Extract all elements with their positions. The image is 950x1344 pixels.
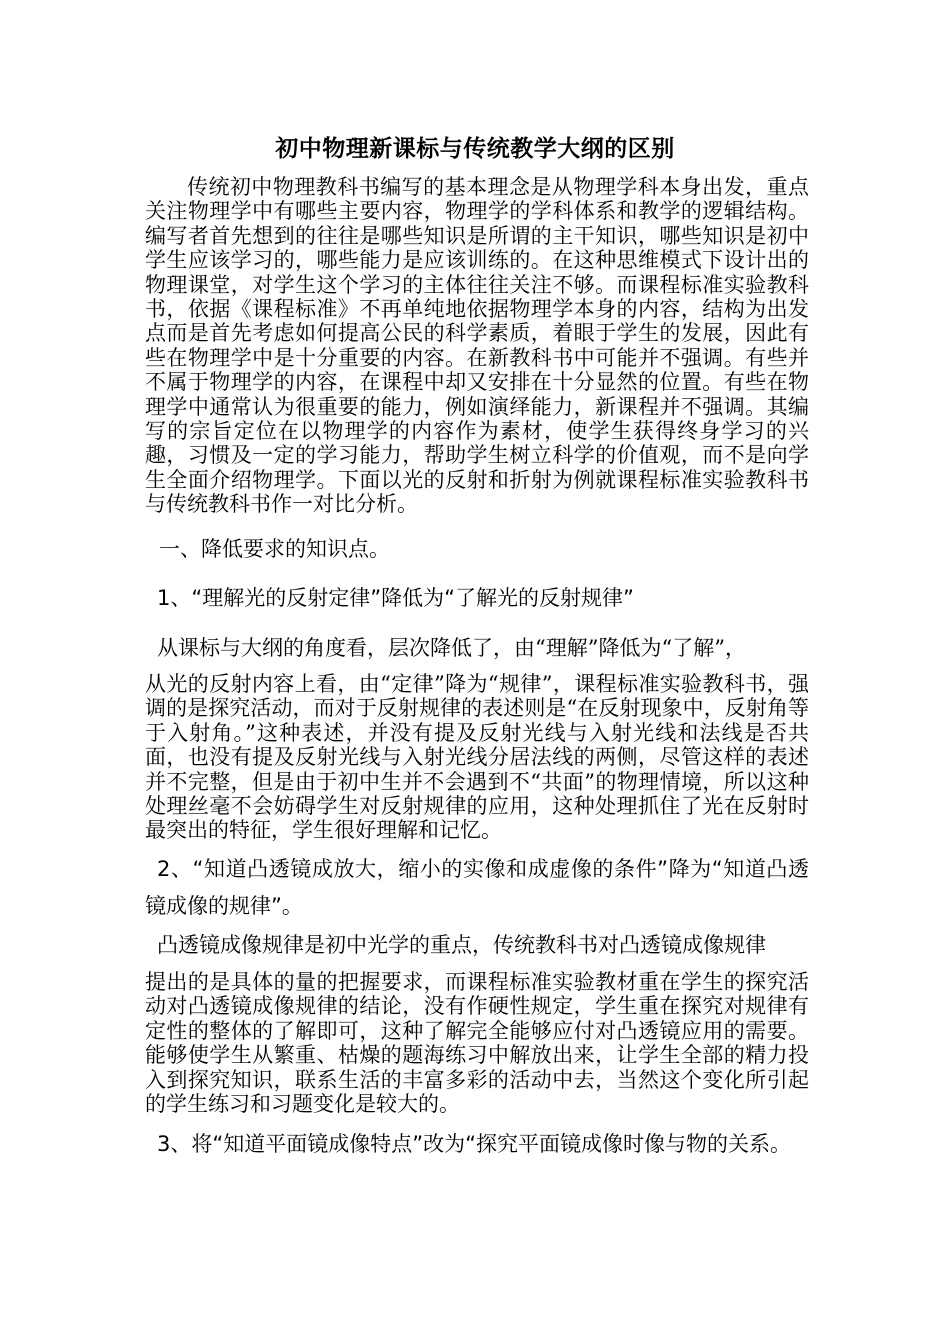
item-2-body: 提出的是具体的量的把握要求，而课程标准实验教材重在学生的探究活动对凸透镜成像规律的结论，没有作硬性规定，学生重在探究对规律有定性的整体的了解即可，这种了解完全能够应付对凸透镜应用的需要。能够使学生从繁重、枯燥的题海练习中解放出来，让学生全部的精力投入到探究知识，联系生活的丰富多彩的活动中去，当然这个变化所引起的学生练习和习题变化是较大的。	[145, 970, 809, 1117]
section-heading-reduced-requirements: 一、降低要求的知识点。	[159, 537, 390, 561]
document-title: 初中物理新课标与传统教学大纲的区别	[275, 135, 675, 162]
item-1-heading: 1、“理解光的反射定律”降低为“了解光的反射规律”	[157, 586, 634, 610]
item-3-heading: 3、将“知道平面镜成像特点”改为“探究平面镜成像时像与物的关系。	[157, 1132, 791, 1156]
item-1-body: 从光的反射内容上看，由“定律”降为“规律”，课程标准实验教科书，强调的是探究活动，而对于反射规律的表述则是“在反射现象中，反射角等于入射角。”这种表述，并没有提及反射光线与入射光线和法线是否共面，也没有提及反射光线与入射光线分居法线的两侧，尽管这样的表述并不完整，但是由于初中生并不会遇到不“共面”的物理情境，所以这种处理丝毫不会妨碍学生对反射规律的应用，这种处理抓住了光在反射时最突出的特征，学生很好理解和记忆。	[145, 672, 809, 843]
intro-paragraph: 传统初中物理教科书编写的基本理念是从物理学科本身出发，重点关注物理学中有哪些主要内容，物理学的学科体系和教学的逻辑结构。编写者首先想到的往往是哪些知识是所谓的主干知识，哪些知识是初中学生应该学习的，哪些能力是应该训练的。在这种思维模式下设计出的物理课堂，对学生这个学习的主体往往关注不够。而课程标准实验教科书，依据《课程标准》不再单纯地依据物理学本身的内容，结构为出发点而是首先考虑如何提高公民的科学素质，着眼于学生的发展，因此有些在物理学中是十分重要的内容。在新教科书中可能并不强调。有些并不属于物理学的内容，在课程中却又安排在十分显然的位置。有些在物理学中通常认为很重要的能力，例如演绎能力，新课程并不强调。其编写的宗旨定位在以物理学的内容作为素材，使学生获得终身学习的兴趣，习惯及一定的学习能力，帮助学生树立科学的价值观，而不是向学生全面介绍物理学。下面以光的反射和折射为例就课程标准实验教科书与传统教科书作一对比分析。	[145, 175, 809, 517]
item-2-heading: 2、“知道凸透镜成放大，缩小的实像和成虚像的条件”降为“知道凸透镜成像的规律”。	[145, 857, 809, 918]
item-1-lead-line: 从课标与大纲的角度看，层次降低了，由“理解”降低为“了解”，	[157, 636, 746, 660]
item-2-lead-line: 凸透镜成像规律是初中光学的重点，传统教科书对凸透镜成像规律	[157, 933, 766, 957]
